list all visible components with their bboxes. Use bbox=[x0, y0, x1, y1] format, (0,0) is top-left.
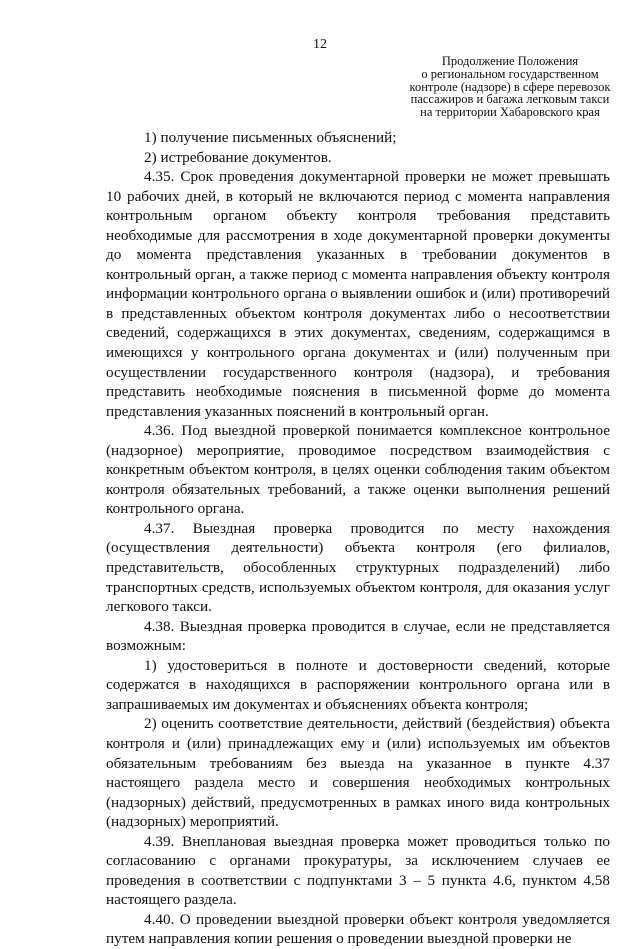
header-note-line: о региональном государственном bbox=[421, 66, 599, 81]
paragraph: 4.39. Внеплановая выездная проверка может проводиться только по согласованию с органами прокуратуры, за исключением случаев ее проведения в соответствии с подпунктами 3 – 5 пункта 4.6, пунктом 4.58 настоящего раздела. bbox=[106, 832, 610, 909]
paragraph: 2) истребование документов. bbox=[144, 148, 332, 166]
paragraph: 4.37. Выездная проверка проводится по месту нахождения (осуществления деятельности) объекта контроля (его филиалов, представительств, обособленных структурных подразделений) либо транспортных средств, используемых объектом контроля, для оказания услуг легкового такси. bbox=[106, 519, 610, 616]
document-body bbox=[106, 128, 610, 949]
page-number: 12 bbox=[313, 37, 327, 52]
header-note bbox=[405, 55, 615, 119]
header-note-line: Продолжение Положения bbox=[441, 54, 579, 68]
paragraph: 4.35. Срок проведения документарной проверки не может превышать 10 рабочих дней, в который не включаются период с момента направления контрольным органом объекту контроля требования представить необходимые для рассмотрения в ходе документарной проверки документы до момента представления указанных в требовании документов в контрольный орган, а также период с момента направления объекту контроля информации контрольного органа о выявлении ошибок и (или) противоречий в представленных объектом контроля документах либо о несоответствии сведений, содержащихся в этих документах, сведениям, содержащимся в имеющихся у контрольного органа документах и (или) полученным при осуществлении государственного контроля (надзора), и требования представить необходимые пояснения в письменной форме до момента представления указанных пояснений в контрольный орган. bbox=[106, 168, 610, 420]
paragraph: 4.38. Выездная проверка проводится в случае, если не представляется возможным: bbox=[106, 617, 610, 655]
header-note-line: на территории Хабаровского края bbox=[420, 105, 600, 120]
paragraph: 4.40. О проведении выездной проверки объект контроля уведомляется путем направления копии решения о проведении выездной проверки не bbox=[106, 910, 610, 948]
paragraph: 2) оценить соответствие деятельности, действий (бездействия) объекта контроля и (или) принадлежащих ему и (или) используемых им объектов обязательным требованиям без выезда на указанное в пункте 4.37 настоящего раздела место и совершения необходимых контрольных (надзорных) действий, предусмотренных в рамках иного вида контрольных (надзорных) мероприятий. bbox=[106, 715, 610, 831]
header-note-line: пассажиров и багажа легковым такси bbox=[410, 92, 610, 107]
paragraph: 4.36. Под выездной проверкой понимается комплексное контрольное (надзорное) мероприятие, проводимое посредством взаимодействия с конкретным объектом контроля, в целях оценки соблюдения таким объектом контроля обязательных требований, а также оценки выполнения решений контрольного органа. bbox=[106, 422, 610, 518]
paragraph: 1) удостовериться в полноте и достоверности сведений, которые содержатся в находящихся в распоряжении контрольного органа или в запрашиваемых им документах и объяснениях объекта контроля; bbox=[106, 656, 610, 713]
paragraph: 1) получение письменных объяснений; bbox=[144, 129, 397, 146]
header-note-line: контроле (надзоре) в сфере перевозок bbox=[409, 79, 611, 94]
